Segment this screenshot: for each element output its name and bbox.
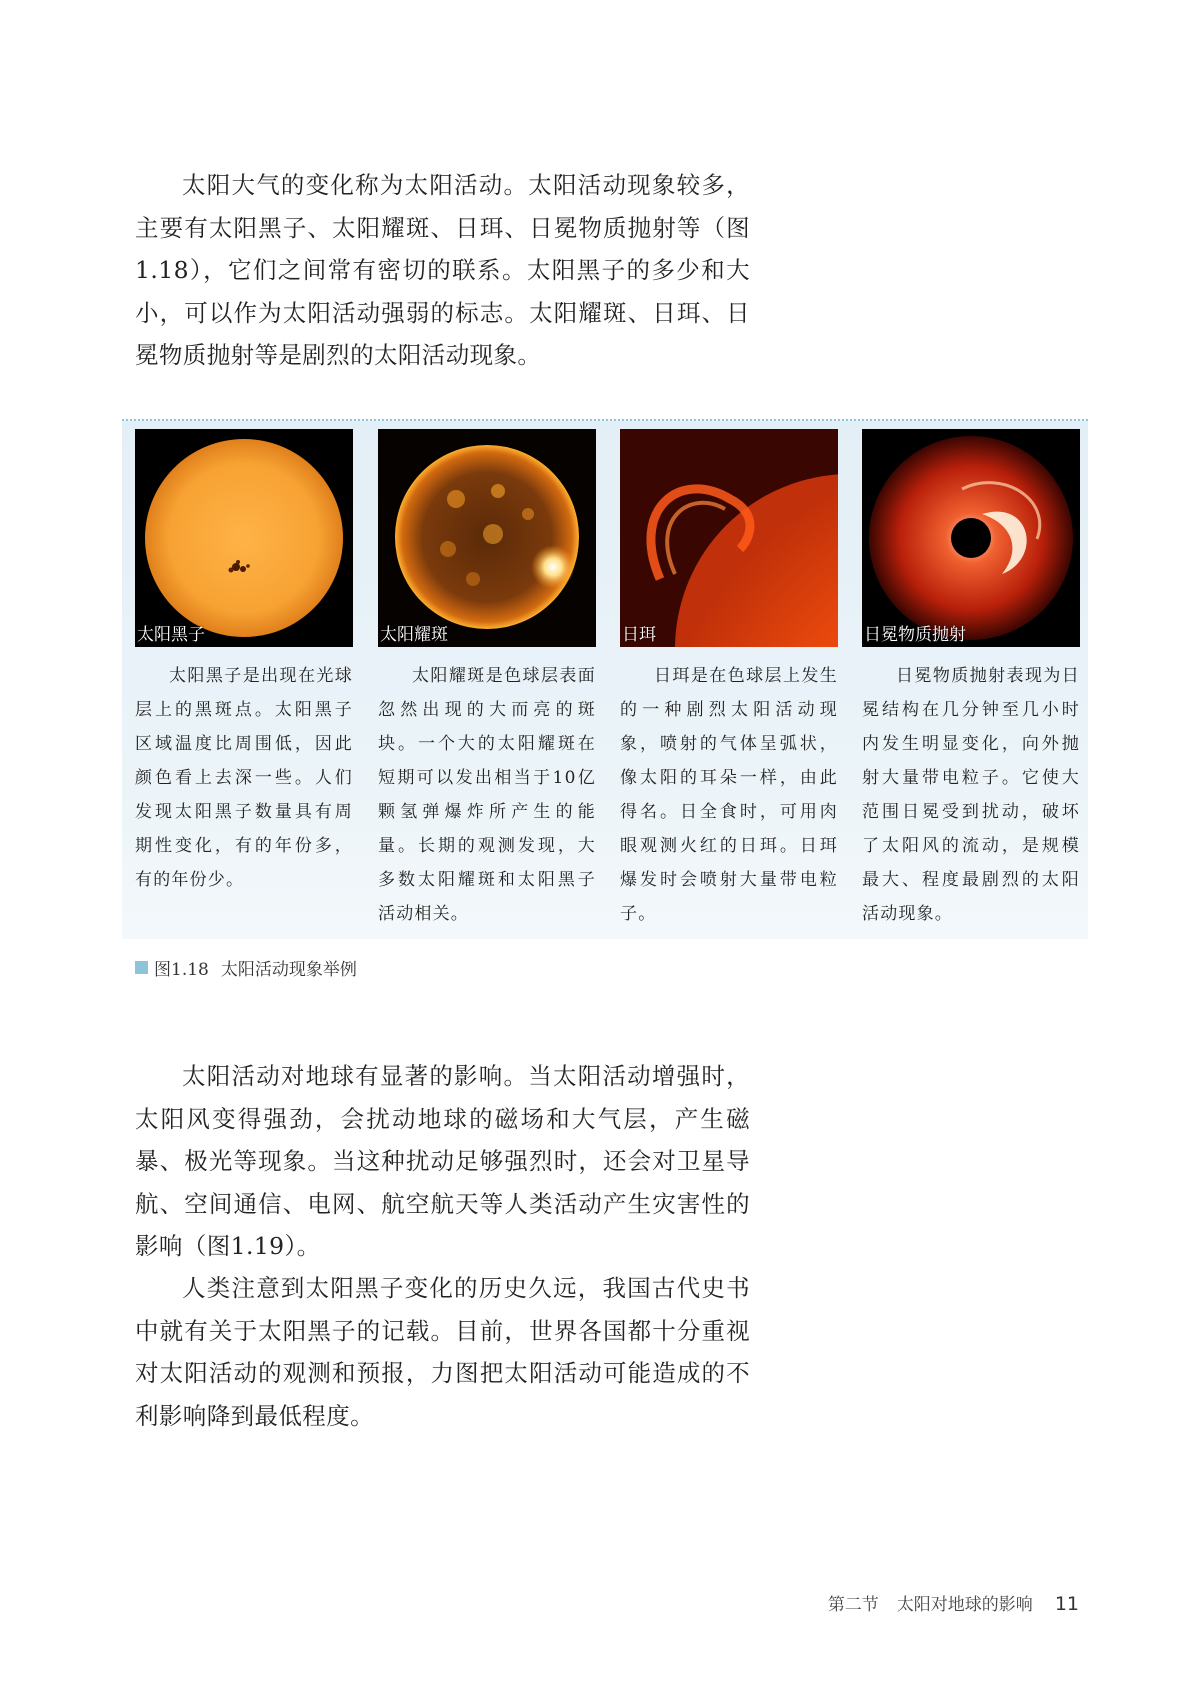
prominence-image — [620, 429, 838, 647]
panel-cme — [862, 429, 1080, 931]
figure-solar-activity — [122, 419, 1088, 939]
paragraph-observation-history: 人类注意到太阳黑子变化的历史久远，我国古代史书中就有关于太阳黑子的记载。目前，世界各国都十分重视对太阳活动的观测和预报，力图把太阳活动可能造成的不利影响降到最低程度。 — [135, 1274, 750, 1430]
footer-section: 第二节 — [827, 1595, 879, 1615]
caption-square-icon — [135, 961, 148, 974]
sunspot-image — [135, 429, 353, 647]
panel-prominence — [620, 429, 838, 931]
cme-label: 日冕物质抛射 — [864, 625, 966, 645]
solar-flare-image — [378, 429, 596, 647]
page-footer — [828, 1590, 1079, 1615]
panel-solar-flare — [378, 429, 596, 931]
sunspot-label: 太阳黑子 — [137, 625, 205, 645]
cme-caption: 日冕物质抛射表现为日冕结构在几分钟至几小时内发生明显变化，向外抛射大量带电粒子。它使大范围日冕受到扰动，破坏了太阳风的流动，是规模最大、程度最剧烈的太阳活动现象。 — [862, 666, 1080, 924]
figure-number: 图1.18 — [154, 960, 209, 980]
paragraph-earth-impact: 太阳活动对地球有显著的影响。当太阳活动增强时，太阳风变得强劲，会扰动地球的磁场和大气层，产生磁暴、极光等现象。当这种扰动足够强烈时，还会对卫星导航、空间通信、电网、航空航天等人类活动产生灾害性的影响（图1.19）。 — [135, 1062, 750, 1260]
footer-title: 太阳对地球的影响 — [896, 1595, 1033, 1615]
sunspot-caption: 太阳黑子是出现在光球层上的黑斑点。太阳黑子区域温度比周围低，因此颜色看上去深一些。人们发现太阳黑子数量具有周期性变化，有的年份多，有的年份少。 — [135, 666, 353, 890]
figure-caption-text: 太阳活动现象举例 — [220, 960, 357, 980]
paragraph-solar-activity-intro: 太阳大气的变化称为太阳活动。太阳活动现象较多，主要有太阳黑子、太阳耀斑、日珥、日冕物质抛射等（图1.18），它们之间常有密切的联系。太阳黑子的多少和大小，可以作为太阳活动强弱的标志。太阳耀斑、日珥、日冕物质抛射等是剧烈的太阳活动现象。 — [135, 171, 750, 369]
figure-caption — [135, 955, 357, 980]
cme-image — [862, 429, 1080, 647]
panel-sunspot — [135, 429, 353, 897]
page-number: 11 — [1054, 1593, 1079, 1615]
solar-flare-caption: 太阳耀斑是色球层表面忽然出现的大而亮的斑块。一个大的太阳耀斑在短期可以发出相当于10亿颗氢弹爆炸所产生的能量。长期的观测发现，大多数太阳耀斑和太阳黑子活动相关。 — [378, 666, 596, 924]
prominence-caption: 日珥是在色球层上发生的一种剧烈太阳活动现象，喷射的气体呈弧状，像太阳的耳朵一样，由此得名。日全食时，可用肉眼观测火红的日珥。日珥爆发时会喷射大量带电粒子。 — [620, 666, 838, 924]
prominence-label: 日珥 — [622, 625, 656, 645]
solar-flare-label: 太阳耀斑 — [380, 625, 448, 645]
